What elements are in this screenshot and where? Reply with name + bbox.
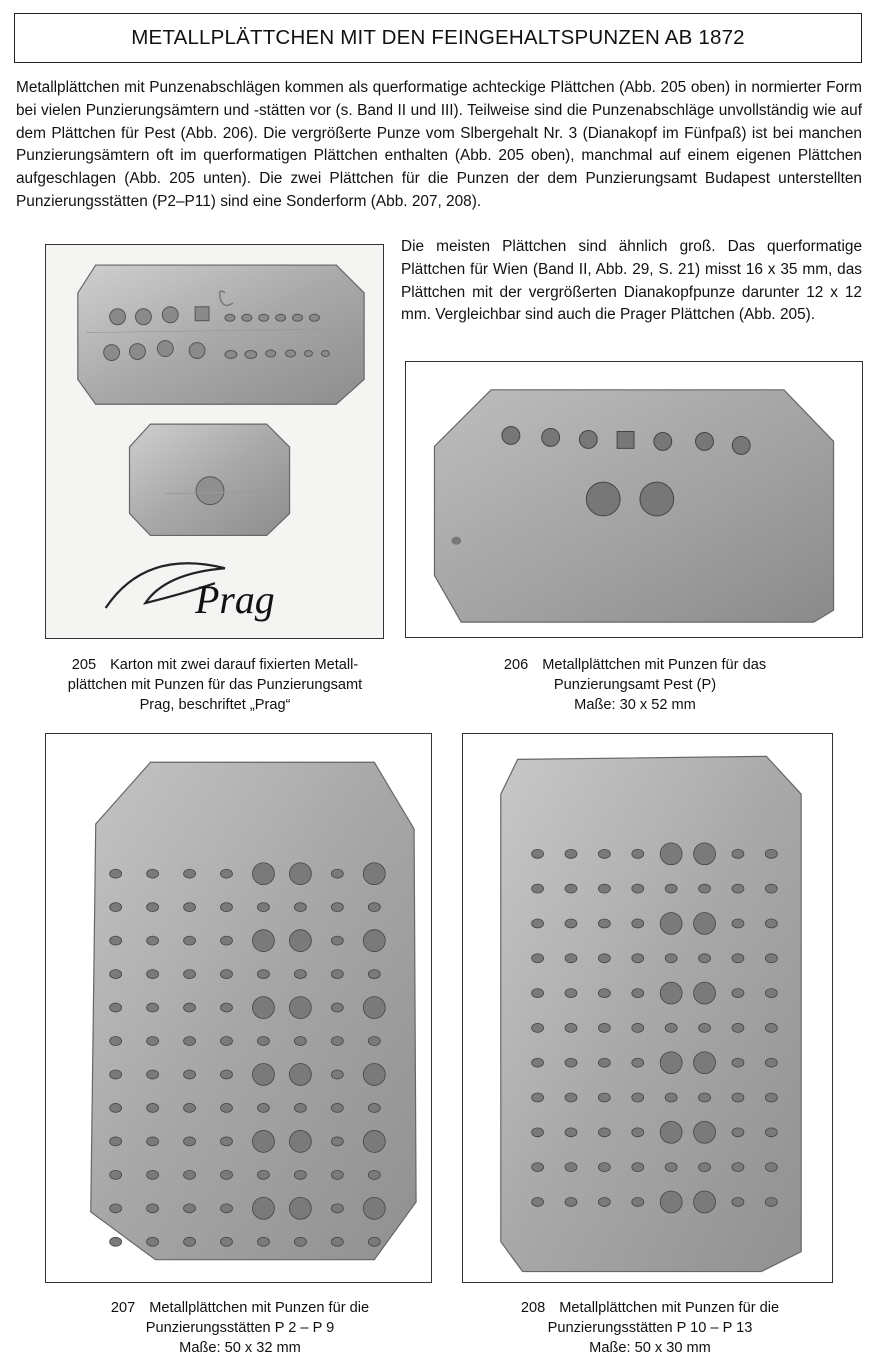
punch-mark [632,884,644,893]
intro-paragraph: Metallplättchen mit Punzenabschlägen kommen als querformatige achteckige Plättchen (Abb. 205 oben) in normierter Form bei vielen Punzierungsämtern und -stätten vor (s. Band II und III). Teilweise sind die Punzenabschläge unvollständig wie auf dem Plättchen für Pest (Abb. 206). Die vergrößerte Punze vom Slbergehalt Nr. 3 (Dianakopf im Fünfpaß) ist bei manchen Punzierungsämtern oft im querformatigen Plättchen enthalten (Abb. 205 oben), manchmal auf einem eigenen Plättchen aufgeschlagen (Abb. 205 unten). Die zwei Plättchen für die Punzen der dem Punzierungsamt Budapest unterstellten Punzierungsstätten (P2–P11) sind eine Sonderform (Abb. 207, 208). [16,79,862,210]
figure-208-photo [462,733,833,1283]
punch-mark [368,970,380,979]
punch-mark [532,919,544,928]
punch-mark [565,849,577,858]
punch-mark [765,1197,777,1206]
punch-mark [699,1163,711,1172]
punch-mark [532,989,544,998]
punch-mark [660,843,682,865]
punch-mark [565,1128,577,1137]
punch-mark [257,1237,269,1246]
punch-mark [660,1121,682,1143]
punch-mark [221,1237,233,1246]
punch-mark [184,1070,196,1079]
punch-mark [110,1003,122,1012]
caption-205 [40,655,390,715]
punch-mark [257,1103,269,1112]
punch-mark [147,1170,159,1179]
punch-mark [565,1058,577,1067]
punch-mark [331,1037,343,1046]
punch-mark [694,843,716,865]
punch-mark [532,884,544,893]
punch-mark [598,954,610,963]
punch-mark [665,884,677,893]
page-title: METALLPLÄTTCHEN MIT DEN FEINGEHALTSPUNZEN AB 1872 [131,26,745,49]
punch-mark [147,1103,159,1112]
caption-208 [480,1298,820,1358]
punch-mark [368,1037,380,1046]
punch-mark [598,1128,610,1137]
punch-mark [110,1204,122,1213]
caption-205-line2: plättchen mit Punzen für das Punzierungsamt [67,677,363,693]
punch-mark [665,1163,677,1172]
punch-mark [565,884,577,893]
punch-mark [363,930,385,952]
punch-mark [110,1070,122,1079]
punch-mark [368,1237,380,1246]
punch-mark [699,1023,711,1032]
punch-mark [331,1204,343,1213]
figure-205-photo [45,244,384,639]
punch-mark [184,970,196,979]
punch-mark [598,1163,610,1172]
punch-mark [252,997,274,1019]
punch-mark [694,1121,716,1143]
punch-mark [363,863,385,885]
punch-mark [331,1137,343,1146]
punch-mark [184,936,196,945]
punch-mark [732,1093,744,1102]
punch-mark [532,1058,544,1067]
punch-mark [565,1093,577,1102]
punch-mark [257,1037,269,1046]
punch-mark [221,1003,233,1012]
punch-mark [110,1170,122,1179]
punch-mark [765,884,777,893]
punch-mark [184,869,196,878]
punch-mark [252,1130,274,1152]
punch-mark [221,903,233,912]
punch-mark [289,1130,311,1152]
punch-mark [765,1023,777,1032]
punch-mark [565,954,577,963]
punch-mark [363,1064,385,1086]
punch-mark [732,1163,744,1172]
punch-mark [184,1237,196,1246]
punch-mark [289,1197,311,1219]
punch-mark [632,954,644,963]
punch-mark [732,1197,744,1206]
punch-mark [699,954,711,963]
punch-mark [694,913,716,935]
punch-mark [221,869,233,878]
punch-mark [331,1103,343,1112]
punch-mark [294,1037,306,1046]
punch-mark [532,1128,544,1137]
punch-mark [665,1093,677,1102]
punch-mark [221,936,233,945]
punch-mark [147,869,159,878]
punch-mark [331,1170,343,1179]
punch-mark [694,1052,716,1074]
punch-mark [257,903,269,912]
punch-mark [110,869,122,878]
punch-mark [252,1064,274,1086]
punch-mark [732,849,744,858]
figure-207-illustration [46,734,431,1282]
punch-mark [184,1137,196,1146]
punch-mark [732,1023,744,1032]
punch-mark [331,970,343,979]
punch-mark [294,903,306,912]
punch-mark [110,1103,122,1112]
punch-mark [565,1163,577,1172]
punch-mark [147,970,159,979]
punch-mark [598,884,610,893]
punch-mark [221,1070,233,1079]
punch-mark [565,989,577,998]
punch-mark [598,1023,610,1032]
caption-208-line2: Punzierungsstätten P 10 – P 13 [547,1320,753,1336]
punch-mark [289,1064,311,1086]
punch-mark [294,1103,306,1112]
punch-mark [110,1037,122,1046]
punch-mark [632,1197,644,1206]
punch-mark [665,954,677,963]
punch-mark [699,1093,711,1102]
caption-208-line3: Maße: 50 x 30 mm [589,1340,711,1356]
punch-mark [765,919,777,928]
caption-208-number: 208 [520,1300,546,1316]
handwriting-prag: Prag [195,577,275,622]
punch-mark [765,849,777,858]
punch-mark [694,1191,716,1213]
punch-mark [147,1070,159,1079]
punch-mark [289,863,311,885]
punch-mark [331,869,343,878]
punch-mark [331,903,343,912]
punch-mark [147,1204,159,1213]
caption-207-number: 207 [110,1300,136,1316]
punch-mark [221,970,233,979]
plate-p10-p13 [501,756,801,1271]
caption-206-line3: Maße: 30 x 52 mm [574,697,696,713]
punch-mark [110,1237,122,1246]
punch-mark [598,919,610,928]
punch-mark [765,1128,777,1137]
punch-mark [732,954,744,963]
punch-mark [598,1093,610,1102]
punch-mark [184,1003,196,1012]
caption-205-line3: Prag, beschriftet „Prag“ [139,697,291,713]
punch-mark [532,1197,544,1206]
punch-mark [221,1037,233,1046]
punch-mark [110,936,122,945]
caption-208-line1: Metallplättchen mit Punzen für die [559,1300,780,1316]
punch-mark [632,1023,644,1032]
punch-mark [331,1070,343,1079]
pest-plate [434,390,833,622]
punch-mark [532,1023,544,1032]
punch-mark [632,1058,644,1067]
punch-mark [184,1204,196,1213]
punch-mark [289,930,311,952]
punch-mark [368,1170,380,1179]
punch-mark [363,1130,385,1152]
punch-mark [184,903,196,912]
upper-octagonal-plate [78,265,364,404]
caption-207-line3: Maße: 50 x 32 mm [179,1340,301,1356]
caption-206 [455,655,815,715]
punch-mark [221,1137,233,1146]
punch-mark [732,919,744,928]
punch-mark [732,884,744,893]
punch-mark [110,1137,122,1146]
punch-mark [257,1170,269,1179]
punch-mark [765,1093,777,1102]
punch-mark [184,1037,196,1046]
punch-mark [660,1191,682,1213]
punch-mark [331,1003,343,1012]
page-title-box [14,13,862,63]
punch-mark [632,849,644,858]
punch-mark [221,1170,233,1179]
side-paragraph: Die meisten Plättchen sind ähnlich groß. Das querformatige Plättchen für Wien (Band II, Abb. 29, S. 21) misst 16 x 35 mm, das Plättchen mit der vergrößerten Dianakopfpunze darunter 12 x 12 mm. Vergleichbar sind auch die Prager Plättchen (Abb. 205). [401,238,862,324]
punch-mark [660,982,682,1004]
punch-mark [660,913,682,935]
figure-206-photo [405,361,863,638]
punch-mark [565,919,577,928]
punch-mark [532,849,544,858]
punch-mark [252,863,274,885]
punch-mark [532,1093,544,1102]
punch-mark [598,849,610,858]
punch-mark [368,1103,380,1112]
punch-mark [765,989,777,998]
punch-mark [294,1170,306,1179]
punch-mark [632,1163,644,1172]
punch-mark [660,1052,682,1074]
punch-mark [252,930,274,952]
punch-mark [565,1197,577,1206]
punch-mark [147,1137,159,1146]
punch-mark [732,989,744,998]
punch-mark [221,1103,233,1112]
punch-mark [147,1037,159,1046]
figure-205-illustration [46,245,383,638]
punch-mark [732,1128,744,1137]
caption-207 [70,1298,410,1358]
punch-mark [110,970,122,979]
figure-206-illustration [406,362,862,637]
punch-mark [632,1093,644,1102]
punch-mark [532,954,544,963]
punch-mark [598,1197,610,1206]
punch-mark [252,1197,274,1219]
punch-mark [765,1058,777,1067]
punch-mark [532,1163,544,1172]
punch-mark [294,970,306,979]
caption-206-line2: Punzierungsamt Pest (P) [553,677,717,693]
punch-mark [289,997,311,1019]
punch-mark [699,884,711,893]
caption-206-line1: Metallplättchen mit Punzen für das [542,657,767,673]
punch-mark [257,970,269,979]
punch-mark [221,1204,233,1213]
caption-207-line2: Punzierungsstätten P 2 – P 9 [145,1320,335,1336]
figure-207-photo [45,733,432,1283]
punch-mark [565,1023,577,1032]
punch-mark [184,1103,196,1112]
caption-206-number: 206 [503,657,529,673]
punch-mark [632,989,644,998]
caption-205-number: 205 [71,657,97,673]
punch-mark [147,903,159,912]
punch-mark [694,982,716,1004]
punch-mark [765,954,777,963]
punch-mark [765,1163,777,1172]
punch-mark [598,1058,610,1067]
figure-208-illustration [463,734,832,1282]
punch-mark [110,903,122,912]
caption-207-line1: Metallplättchen mit Punzen für die [149,1300,370,1316]
punch-mark [363,1197,385,1219]
punch-mark [147,1003,159,1012]
punch-mark [331,1237,343,1246]
punch-mark [368,903,380,912]
punch-mark [363,997,385,1019]
punch-mark [147,1237,159,1246]
punch-mark [331,936,343,945]
punch-mark [147,936,159,945]
caption-205-line1: Karton mit zwei darauf fixierten Metall- [110,657,359,673]
punch-mark [184,1170,196,1179]
punch-mark [632,919,644,928]
punch-mark [732,1058,744,1067]
punch-mark [294,1237,306,1246]
punch-mark [665,1023,677,1032]
punch-mark [598,989,610,998]
punch-mark [632,1128,644,1137]
